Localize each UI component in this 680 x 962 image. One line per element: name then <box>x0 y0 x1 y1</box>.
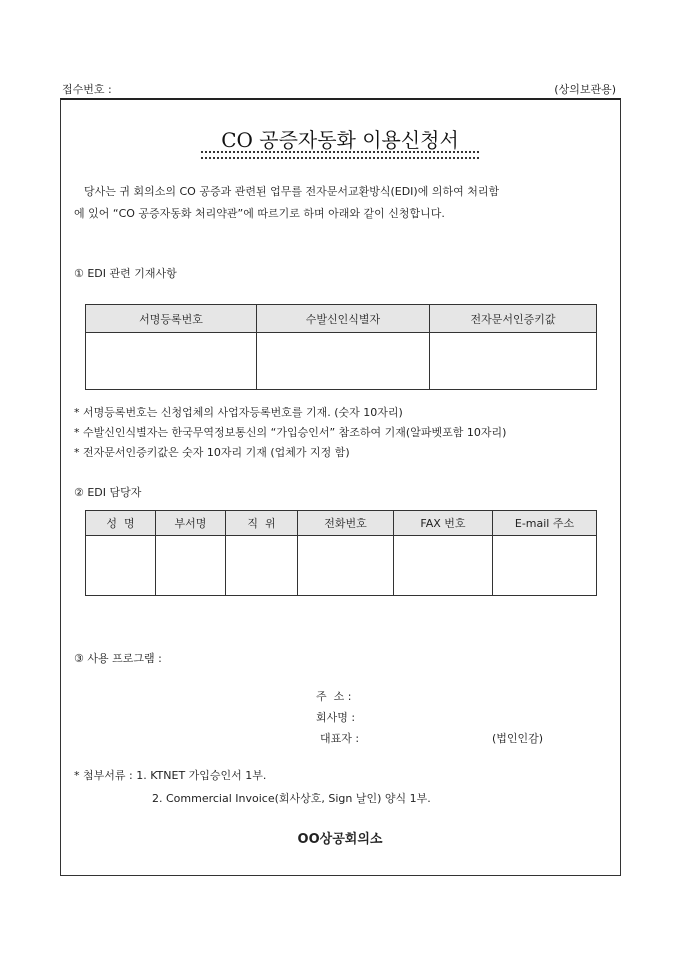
edi-info-table <box>85 304 597 390</box>
col-name: 성 명 <box>86 511 156 536</box>
name-cell[interactable] <box>86 536 156 596</box>
col-sender-id: 수발신인식별자 <box>257 305 430 333</box>
email-cell[interactable] <box>493 536 597 596</box>
phone-cell[interactable] <box>298 536 394 596</box>
representative-label: 대표자 : <box>320 732 360 745</box>
attachments-line-2: 2. Commercial Invoice(회사상호, Sign 날인) 양식 1부. <box>152 792 431 805</box>
note-1: * 서명등록번호는 신청업체의 사업자등록번호를 기재. (숫자 10자리) <box>74 406 403 419</box>
col-auth-key: 전자문서인증키값 <box>430 305 597 333</box>
corporate-seal-label: (법인인감) <box>492 732 544 745</box>
signature-no-cell[interactable] <box>86 333 257 390</box>
address-label: 주 소 : <box>316 690 352 703</box>
company-label: 회사명 : <box>316 711 356 724</box>
col-position: 직 위 <box>226 511 298 536</box>
title-underline <box>201 151 479 159</box>
receipt-number-label: 접수번호 : <box>62 83 112 96</box>
col-department: 부서명 <box>156 511 226 536</box>
page-title: CO 공증자동화 이용신청서 <box>221 128 459 152</box>
sender-id-cell[interactable] <box>257 333 430 390</box>
section2-heading: ② EDI 담당자 <box>74 486 142 499</box>
department-cell[interactable] <box>156 536 226 596</box>
section1-heading: ① EDI 관련 기재사항 <box>74 267 177 280</box>
office-use-label: (상의보관용) <box>554 83 616 96</box>
col-email: E-mail 주소 <box>493 511 597 536</box>
note-2: * 수발신인식별자는 한국무역정보통신의 “가입승인서” 참조하여 기재(알파벳포함 10자리) <box>74 426 507 439</box>
section3-heading: ③ 사용 프로그램 : <box>74 652 162 665</box>
auth-key-cell[interactable] <box>430 333 597 390</box>
intro-line-1: 당사는 귀 회의소의 CO 공증과 관련된 업무를 전자문서교환방식(EDI)에 의하여 처리함 <box>84 185 500 198</box>
col-signature-no: 서명등록번호 <box>86 305 257 333</box>
note-3: * 전자문서인증키값은 숫자 10자리 기재 (업체가 지정 함) <box>74 446 350 459</box>
fax-cell[interactable] <box>394 536 493 596</box>
col-phone: 전화번호 <box>298 511 394 536</box>
edi-contact-table <box>85 510 597 596</box>
intro-line-2: 에 있어 “CO 공증자동화 처리약관”에 따르기로 하며 아래와 같이 신청합니다. <box>74 207 445 220</box>
col-fax: FAX 번호 <box>394 511 493 536</box>
attachments-line-1: * 첨부서류 : 1. KTNET 가입승인서 1부. <box>74 769 267 782</box>
position-cell[interactable] <box>226 536 298 596</box>
chamber-name: OO상공회의소 <box>297 832 383 847</box>
